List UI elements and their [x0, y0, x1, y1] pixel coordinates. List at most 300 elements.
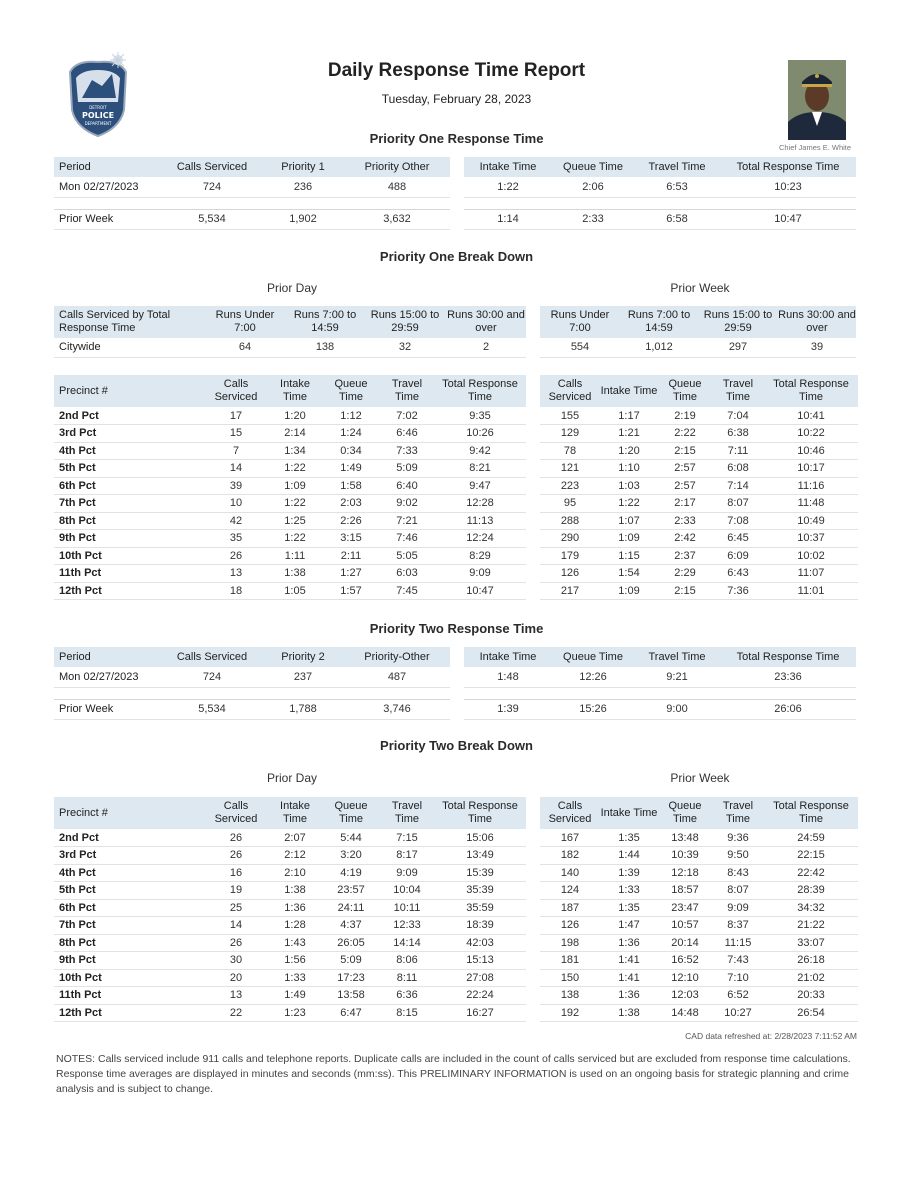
table-row: [54, 565, 526, 583]
cell: 34:32: [764, 899, 858, 917]
cell: 1:09: [268, 477, 322, 495]
cell: 3,746: [344, 699, 450, 719]
cell: 22: [204, 1004, 268, 1022]
cell: 1:22: [600, 495, 658, 513]
table-row: [54, 987, 526, 1005]
cell: 14: [204, 460, 268, 478]
cell: 2:29: [658, 565, 712, 583]
cell: 1:22: [268, 495, 322, 513]
cell: 2:33: [658, 512, 712, 530]
cell: 10:57: [658, 917, 712, 935]
cell: 7:46: [380, 530, 434, 548]
cell: 1:43: [268, 934, 322, 952]
cell: 10:17: [764, 460, 858, 478]
cell: 35: [204, 530, 268, 548]
cell: 26: [204, 847, 268, 865]
cell: 2:17: [658, 495, 712, 513]
cell: 78: [540, 442, 600, 460]
citywide-label: Citywide: [54, 338, 204, 357]
cell: 16: [204, 864, 268, 882]
period-label: Mon 02/27/2023: [54, 667, 162, 687]
cell: 7:43: [712, 952, 764, 970]
cell: 10:47: [720, 209, 856, 229]
p1-title: Priority One Response Time: [369, 131, 544, 146]
cell: 17:23: [322, 969, 380, 987]
cell: 6:38: [712, 425, 764, 443]
cell: 11:01: [764, 582, 858, 600]
cell: 2:06: [552, 177, 634, 197]
cell: 6:36: [380, 987, 434, 1005]
table-row: [54, 934, 526, 952]
cell: 155: [540, 407, 600, 425]
cell: 35:59: [434, 899, 526, 917]
cell: 2:12: [268, 847, 322, 865]
cell: 1:41: [600, 969, 658, 987]
cell: 16:27: [434, 1004, 526, 1022]
cell: 10:49: [764, 512, 858, 530]
cell: 217: [540, 582, 600, 600]
header-precinct: Precinct #: [54, 375, 204, 407]
cell: 33:07: [764, 934, 858, 952]
cell: 6:09: [712, 547, 764, 565]
cell: 10:41: [764, 407, 858, 425]
cell: 2:57: [658, 477, 712, 495]
header-total-response-time: Total Response Time: [434, 797, 526, 829]
header-runs-7-15: Runs 7:00 to 14:59: [620, 306, 698, 338]
cell: 22:42: [764, 864, 858, 882]
chief-caption: Chief James E. White: [778, 143, 852, 152]
p1-precinct-day-table: [54, 375, 526, 600]
period-label: Prior Week: [54, 209, 162, 229]
cell: 1:36: [268, 899, 322, 917]
cell: 198: [540, 934, 600, 952]
cell: 121: [540, 460, 600, 478]
header-travel-time: Travel Time: [380, 797, 434, 829]
cell: 1,788: [262, 699, 344, 719]
cell: 9:50: [712, 847, 764, 865]
cell: 32: [364, 338, 446, 357]
precinct-name: 6th Pct: [54, 899, 204, 917]
cell: 9:00: [634, 699, 720, 719]
cell: 7:21: [380, 512, 434, 530]
precinct-name: 3rd Pct: [54, 847, 204, 865]
cell: 3:15: [322, 530, 380, 548]
cell: 16:52: [658, 952, 712, 970]
table-row: [54, 917, 526, 935]
cell: 2:15: [658, 582, 712, 600]
cell: 1:03: [600, 477, 658, 495]
cell: 12:10: [658, 969, 712, 987]
p2-title: Priority Two Response Time: [369, 621, 544, 636]
header-priority-other: Priority-Other: [344, 647, 450, 667]
cell: 5:44: [322, 829, 380, 847]
cell: 30: [204, 952, 268, 970]
cell: 7:33: [380, 442, 434, 460]
cell: 6:08: [712, 460, 764, 478]
cell: 26:06: [720, 699, 856, 719]
precinct-name: 6th Pct: [54, 477, 204, 495]
cell: 1:22: [268, 530, 322, 548]
header-calls-serviced: Calls Serviced: [204, 375, 268, 407]
cell: 2:22: [658, 425, 712, 443]
precinct-name: 10th Pct: [54, 969, 204, 987]
cell: 26: [204, 829, 268, 847]
cell: 187: [540, 899, 600, 917]
cell: 9:09: [380, 864, 434, 882]
cell: 1,902: [262, 209, 344, 229]
cell: 223: [540, 477, 600, 495]
cell: 7: [204, 442, 268, 460]
cell: 1:07: [600, 512, 658, 530]
header-calls-serviced: Calls Serviced: [540, 797, 600, 829]
table-row: [540, 934, 858, 952]
cell: 1:22: [268, 460, 322, 478]
cell: 126: [540, 917, 600, 935]
cell: 24:11: [322, 899, 380, 917]
p1-runs-day-table: [54, 306, 526, 358]
header-travel-time: Travel Time: [634, 157, 720, 177]
cell: 1:38: [268, 882, 322, 900]
p2-precinct-week-table: [540, 797, 858, 1022]
table-row: [54, 530, 526, 548]
logo-text-police: POLICE: [81, 111, 115, 120]
cell: 6:53: [634, 177, 720, 197]
cell: 9:02: [380, 495, 434, 513]
cell: 1:10: [600, 460, 658, 478]
cell: 8:21: [434, 460, 526, 478]
cell: 8:37: [712, 917, 764, 935]
cell: 1:11: [268, 547, 322, 565]
precinct-name: 9th Pct: [54, 952, 204, 970]
cell: 1:54: [600, 565, 658, 583]
cell: 1:44: [600, 847, 658, 865]
header-period: Period: [54, 647, 162, 667]
cell: 13:49: [434, 847, 526, 865]
cell: 7:11: [712, 442, 764, 460]
cell: 13:48: [658, 829, 712, 847]
cell: 10:46: [764, 442, 858, 460]
cell: 9:47: [434, 477, 526, 495]
table-row: [540, 899, 858, 917]
cell: 290: [540, 530, 600, 548]
report-date: Tuesday, February 28, 2023: [381, 92, 532, 106]
cell: 1:17: [600, 407, 658, 425]
header-calls-serviced: Calls Serviced: [162, 157, 262, 177]
cell: 2:37: [658, 547, 712, 565]
precinct-name: 7th Pct: [54, 495, 204, 513]
cell: 5:09: [322, 952, 380, 970]
cell: 10:02: [764, 547, 858, 565]
cell: 23:57: [322, 882, 380, 900]
cell: 2:42: [658, 530, 712, 548]
p1-runs-week-table: [540, 306, 856, 358]
cell: 1:05: [268, 582, 322, 600]
cell: 3,632: [344, 209, 450, 229]
header-total-response-time: Total Response Time: [720, 647, 856, 667]
cell: 288: [540, 512, 600, 530]
cell: 9:36: [712, 829, 764, 847]
cell: 10:27: [712, 1004, 764, 1022]
table-row: [54, 512, 526, 530]
cell: 12:03: [658, 987, 712, 1005]
chief-photo: [788, 60, 846, 140]
header-calls-serviced: Calls Serviced: [204, 797, 268, 829]
table-row: [540, 495, 858, 513]
cell: 23:36: [720, 667, 856, 687]
precinct-name: 10th Pct: [54, 547, 204, 565]
precinct-name: 11th Pct: [54, 565, 204, 583]
header-queue-time: Queue Time: [658, 797, 712, 829]
cell: 8:06: [380, 952, 434, 970]
cell: 1:14: [464, 209, 552, 229]
cell: 1:09: [600, 530, 658, 548]
cell: 2:15: [658, 442, 712, 460]
p1bd-title: Priority One Break Down: [379, 249, 534, 264]
cell: 2:10: [268, 864, 322, 882]
cell: 1:35: [600, 899, 658, 917]
cell: 12:18: [658, 864, 712, 882]
precinct-name: 5th Pct: [54, 460, 204, 478]
p2bd-title: Priority Two Break Down: [380, 738, 533, 753]
cell: 140: [540, 864, 600, 882]
precinct-name: 5th Pct: [54, 882, 204, 900]
table-row: [54, 442, 526, 460]
cell: 2:03: [322, 495, 380, 513]
table-row: [54, 952, 526, 970]
cell: 19: [204, 882, 268, 900]
table-row: [540, 917, 858, 935]
cell: 39: [778, 338, 856, 357]
cell: 7:10: [712, 969, 764, 987]
cell: 297: [698, 338, 778, 357]
precinct-name: 12th Pct: [54, 1004, 204, 1022]
header-intake-time: Intake Time: [600, 797, 658, 829]
cell: 1:23: [268, 1004, 322, 1022]
cell: 1:25: [268, 512, 322, 530]
cell: 1:24: [322, 425, 380, 443]
cell: 7:02: [380, 407, 434, 425]
cell: 1:38: [600, 1004, 658, 1022]
cell: 7:15: [380, 829, 434, 847]
cell: 20:14: [658, 934, 712, 952]
cell: 192: [540, 1004, 600, 1022]
cell: 9:42: [434, 442, 526, 460]
p2bd-prior-day-label: Prior Day: [266, 771, 317, 785]
cell: 1:49: [322, 460, 380, 478]
cell: 4:37: [322, 917, 380, 935]
table-row: [54, 829, 526, 847]
cell: 8:15: [380, 1004, 434, 1022]
cell: 10: [204, 495, 268, 513]
cell: 64: [204, 338, 286, 357]
cell: 6:45: [712, 530, 764, 548]
cell: 14: [204, 917, 268, 935]
header-intake-time: Intake Time: [464, 647, 552, 667]
cell: 6:43: [712, 565, 764, 583]
cell: 24:59: [764, 829, 858, 847]
cell: 8:07: [712, 495, 764, 513]
cell: 2:26: [322, 512, 380, 530]
cell: 12:24: [434, 530, 526, 548]
cell: 1,012: [620, 338, 698, 357]
cell: 7:45: [380, 582, 434, 600]
cell: 138: [286, 338, 364, 357]
header-calls-serviced: Calls Serviced: [162, 647, 262, 667]
table-row: [540, 582, 858, 600]
table-row: [54, 969, 526, 987]
table-row: [540, 407, 858, 425]
cell: 1:56: [268, 952, 322, 970]
cell: 10:37: [764, 530, 858, 548]
cell: 1:39: [464, 699, 552, 719]
cell: 22:24: [434, 987, 526, 1005]
cell: 488: [344, 177, 450, 197]
cell: 2:33: [552, 209, 634, 229]
cell: 26: [204, 934, 268, 952]
table-row: [540, 864, 858, 882]
table-row: [54, 407, 526, 425]
cell: 724: [162, 667, 262, 687]
p1-week-body: [540, 407, 858, 600]
header-queue-time: Queue Time: [658, 375, 712, 407]
cell: 10:22: [764, 425, 858, 443]
table-row: [540, 442, 858, 460]
cell: 9:09: [434, 565, 526, 583]
precinct-name: 7th Pct: [54, 917, 204, 935]
header-travel-time: Travel Time: [634, 647, 720, 667]
cell: 15: [204, 425, 268, 443]
p2-week-body: [540, 829, 858, 1022]
cell: 10:39: [658, 847, 712, 865]
p2-precinct-day-table: [54, 797, 526, 1022]
cell: 12:28: [434, 495, 526, 513]
cell: 9:21: [634, 667, 720, 687]
p1-day-body: [54, 407, 526, 600]
cell: 6:46: [380, 425, 434, 443]
period-label: Mon 02/27/2023: [54, 177, 162, 197]
cell: 11:07: [764, 565, 858, 583]
cell: 8:43: [712, 864, 764, 882]
precinct-name: 8th Pct: [54, 934, 204, 952]
cell: 1:12: [322, 407, 380, 425]
p1-summary-right: [464, 157, 856, 230]
p1bd-prior-week-label: Prior Week: [670, 281, 730, 295]
precinct-name: 2nd Pct: [54, 829, 204, 847]
cell: 236: [262, 177, 344, 197]
cell: 179: [540, 547, 600, 565]
precinct-name: 4th Pct: [54, 864, 204, 882]
cell: 27:08: [434, 969, 526, 987]
cell: 7:14: [712, 477, 764, 495]
cell: 11:16: [764, 477, 858, 495]
report-title: Daily Response Time Report: [327, 60, 586, 81]
cell: 10:04: [380, 882, 434, 900]
table-row: [540, 547, 858, 565]
cell: 2: [446, 338, 526, 357]
cell: 237: [262, 667, 344, 687]
cell: 6:58: [634, 209, 720, 229]
table-row: [54, 882, 526, 900]
p2-summary-left: [54, 647, 450, 720]
table-row: [540, 952, 858, 970]
header-period: Period: [54, 157, 162, 177]
cell: 14:14: [380, 934, 434, 952]
cell: 26:54: [764, 1004, 858, 1022]
cell: 9:09: [712, 899, 764, 917]
precinct-name: 8th Pct: [54, 512, 204, 530]
header-total-response-time: Total Response Time: [720, 157, 856, 177]
table-row: [540, 530, 858, 548]
cell: 20: [204, 969, 268, 987]
cell: 124: [540, 882, 600, 900]
cell: 42:03: [434, 934, 526, 952]
cell: 126: [540, 565, 600, 583]
cell: 8:17: [380, 847, 434, 865]
precinct-name: 3rd Pct: [54, 425, 204, 443]
table-row: [54, 547, 526, 565]
cell: 11:48: [764, 495, 858, 513]
cell: 10:11: [380, 899, 434, 917]
cell: 2:19: [658, 407, 712, 425]
table-row: [540, 512, 858, 530]
header-travel-time: Travel Time: [712, 797, 764, 829]
cell: 6:47: [322, 1004, 380, 1022]
cell: 1:33: [600, 882, 658, 900]
cell: 1:15: [600, 547, 658, 565]
p1bd-prior-day-label: Prior Day: [266, 281, 317, 295]
cell: 1:38: [268, 565, 322, 583]
header-total-response-time: Total Response Time: [764, 375, 858, 407]
table-row: [540, 1004, 858, 1022]
table-row: [54, 864, 526, 882]
cell: 182: [540, 847, 600, 865]
cell: 1:34: [268, 442, 322, 460]
cell: 10:47: [434, 582, 526, 600]
cell: 6:40: [380, 477, 434, 495]
cell: 21:22: [764, 917, 858, 935]
cell: 1:20: [268, 407, 322, 425]
cell: 26:18: [764, 952, 858, 970]
cell: 10:23: [720, 177, 856, 197]
table-row: [540, 969, 858, 987]
cell: 0:34: [322, 442, 380, 460]
cell: 15:06: [434, 829, 526, 847]
cell: 11:13: [434, 512, 526, 530]
header-runs-30-over: Runs 30:00 and over: [778, 306, 856, 338]
cell: 42: [204, 512, 268, 530]
table-row: [54, 425, 526, 443]
cell: 15:13: [434, 952, 526, 970]
cell: 13: [204, 987, 268, 1005]
cell: 1:36: [600, 987, 658, 1005]
cell: 7:36: [712, 582, 764, 600]
header-queue-time: Queue Time: [322, 375, 380, 407]
cell: 1:28: [268, 917, 322, 935]
header-intake-time: Intake Time: [600, 375, 658, 407]
header-queue-time: Queue Time: [552, 157, 634, 177]
cell: 181: [540, 952, 600, 970]
header-intake-time: Intake Time: [268, 797, 322, 829]
cell: 1:57: [322, 582, 380, 600]
cell: 17: [204, 407, 268, 425]
cell: 25: [204, 899, 268, 917]
header-queue-time: Queue Time: [322, 797, 380, 829]
table-row: [540, 565, 858, 583]
header-total-response-time: Total Response Time: [434, 375, 526, 407]
table-row: [54, 899, 526, 917]
header-runs-under-7: Runs Under 7:00: [204, 306, 286, 338]
cell: 15:26: [552, 699, 634, 719]
